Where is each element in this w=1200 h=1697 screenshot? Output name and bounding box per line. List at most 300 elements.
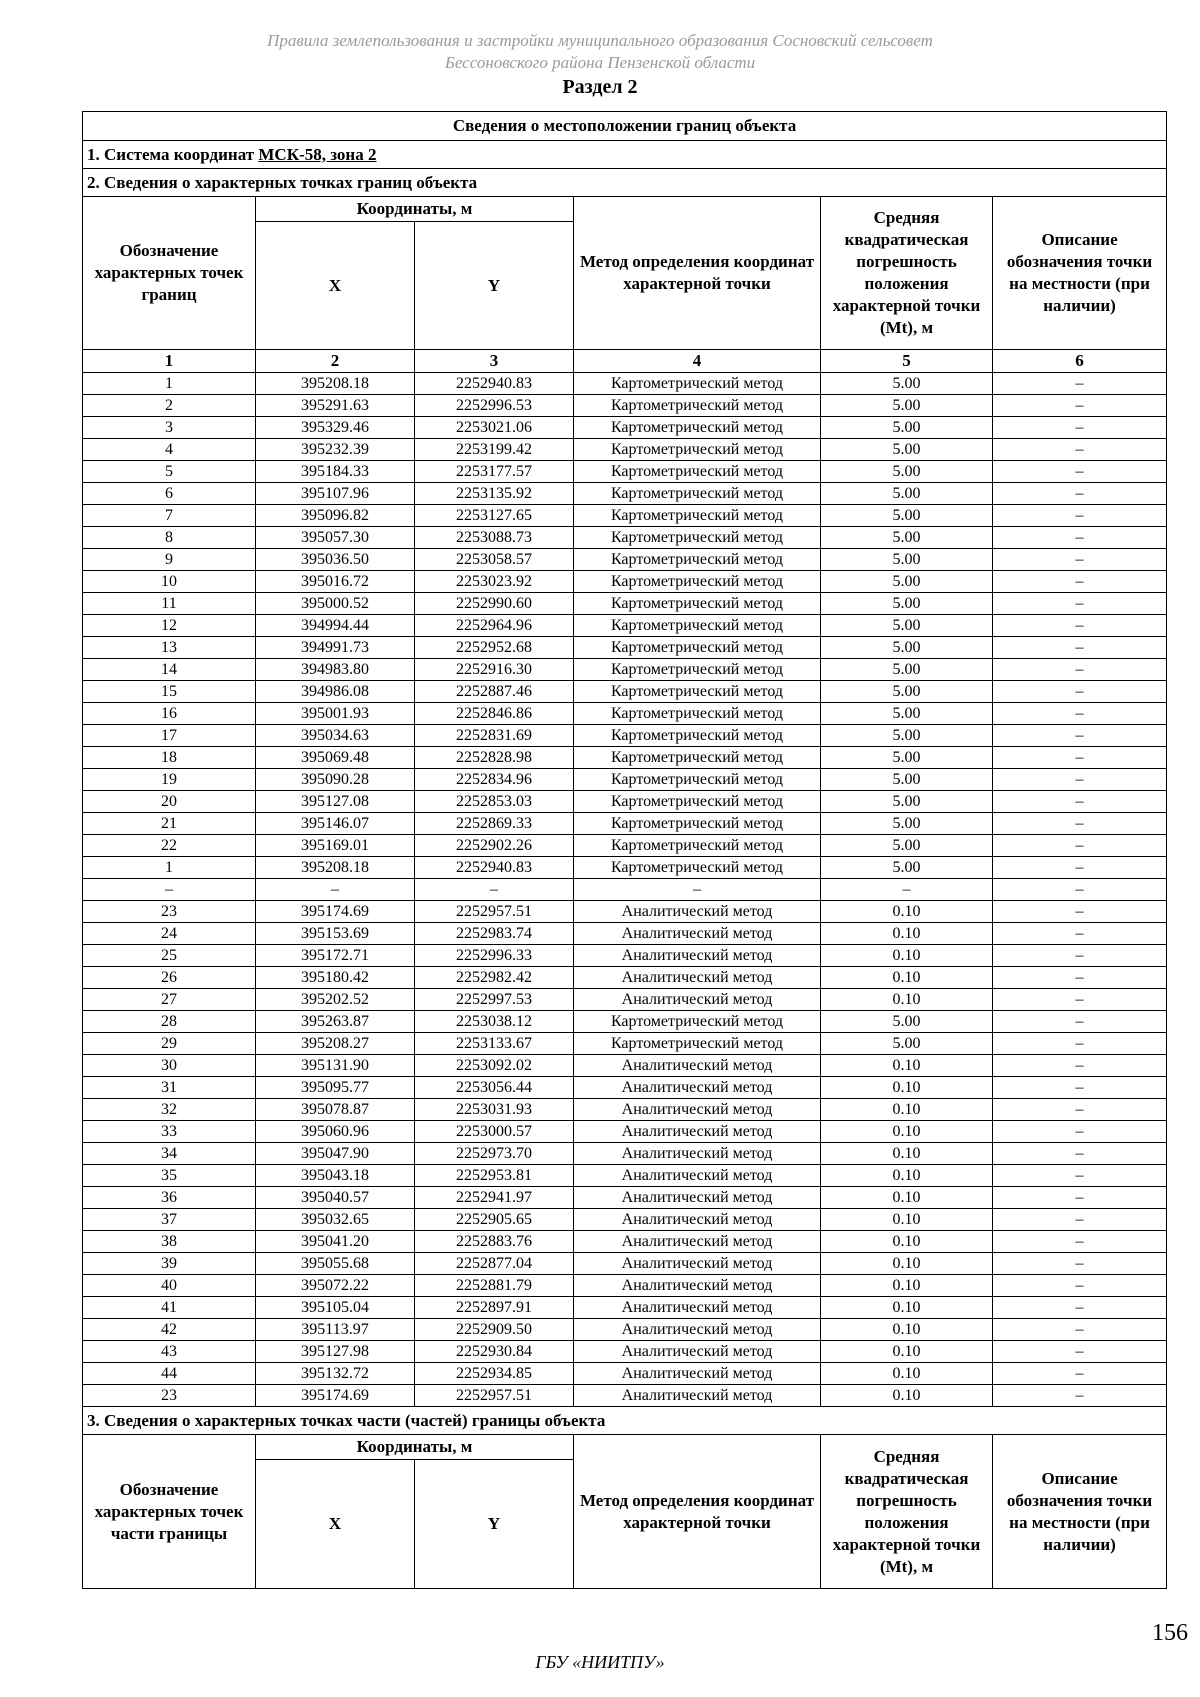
table-row — [83, 1011, 1167, 1033]
table-row — [83, 747, 1167, 769]
point-id: 31 — [83, 1077, 256, 1099]
description: – — [993, 659, 1167, 681]
coord-y: 2252846.86 — [415, 703, 574, 725]
table-row — [83, 1143, 1167, 1165]
table-row — [83, 483, 1167, 505]
table-row — [83, 593, 1167, 615]
description: – — [993, 1275, 1167, 1297]
coord-x: 395208.18 — [256, 373, 415, 395]
error: 5.00 — [821, 505, 993, 527]
coord-x: 395180.42 — [256, 967, 415, 989]
method: Картометрический метод — [574, 549, 821, 571]
col-y: Y — [415, 222, 574, 350]
coord-x: 395055.68 — [256, 1253, 415, 1275]
point-id: 6 — [83, 483, 256, 505]
point-id: 39 — [83, 1253, 256, 1275]
description: – — [993, 703, 1167, 725]
method: Аналитический метод — [574, 1077, 821, 1099]
description: – — [993, 725, 1167, 747]
section-title: Раздел 2 — [562, 76, 638, 98]
coord-x: 395057.30 — [256, 527, 415, 549]
coord-x: – — [256, 879, 415, 901]
point-id: 13 — [83, 637, 256, 659]
coord-x: 395131.90 — [256, 1055, 415, 1077]
coord-y: 2252940.83 — [415, 857, 574, 879]
coord-x: 395016.72 — [256, 571, 415, 593]
coord-y: 2253031.93 — [415, 1099, 574, 1121]
point-id: 11 — [83, 593, 256, 615]
coord-y: 2252930.84 — [415, 1341, 574, 1363]
method: Картометрический метод — [574, 857, 821, 879]
coord-x: 395047.90 — [256, 1143, 415, 1165]
description: – — [993, 791, 1167, 813]
description: – — [993, 439, 1167, 461]
point-id: 8 — [83, 527, 256, 549]
method: Аналитический метод — [574, 1253, 821, 1275]
coord-y: 2252834.96 — [415, 769, 574, 791]
error: 0.10 — [821, 1363, 993, 1385]
table-row — [83, 1231, 1167, 1253]
coord-y: 2252973.70 — [415, 1143, 574, 1165]
table-row — [83, 571, 1167, 593]
coord-x: 395041.20 — [256, 1231, 415, 1253]
coord-y: 2252853.03 — [415, 791, 574, 813]
column-number: 5 — [821, 350, 993, 373]
point-id: 38 — [83, 1231, 256, 1253]
coord-x: 394986.08 — [256, 681, 415, 703]
coord-y: 2253177.57 — [415, 461, 574, 483]
error: 5.00 — [821, 461, 993, 483]
description: – — [993, 1253, 1167, 1275]
table-row — [83, 1319, 1167, 1341]
description: – — [993, 923, 1167, 945]
column-number: 6 — [993, 350, 1167, 373]
point-id: 22 — [83, 835, 256, 857]
method: Картометрический метод — [574, 637, 821, 659]
point-id: 4 — [83, 439, 256, 461]
coord-y: 2252952.68 — [415, 637, 574, 659]
description: – — [993, 1297, 1167, 1319]
description: – — [993, 417, 1167, 439]
table-row — [83, 637, 1167, 659]
table-row — [83, 703, 1167, 725]
coord-x: 395329.46 — [256, 417, 415, 439]
error: 5.00 — [821, 571, 993, 593]
parts-header-row-1 — [83, 1435, 1167, 1460]
coord-y: 2252953.81 — [415, 1165, 574, 1187]
description: – — [993, 637, 1167, 659]
point-id: 12 — [83, 615, 256, 637]
coord-y: 2252916.30 — [415, 659, 574, 681]
coord-system-value: МСК-58, зона 2 — [258, 144, 377, 164]
error: 5.00 — [821, 681, 993, 703]
method: Картометрический метод — [574, 659, 821, 681]
method: Картометрический метод — [574, 615, 821, 637]
coord-y: 2253133.67 — [415, 1033, 574, 1055]
error: 0.10 — [821, 1253, 993, 1275]
method: Аналитический метод — [574, 1209, 821, 1231]
description: – — [993, 1187, 1167, 1209]
coord-system — [83, 141, 1167, 169]
table-row — [83, 659, 1167, 681]
error: 5.00 — [821, 1011, 993, 1033]
description: – — [993, 1363, 1167, 1385]
description: – — [993, 835, 1167, 857]
description: – — [993, 1385, 1167, 1407]
point-id: 34 — [83, 1143, 256, 1165]
table-title: Сведения о местоположении границ объекта — [83, 112, 1167, 141]
parts-col-y: Y — [415, 1460, 574, 1589]
coord-x: 395174.69 — [256, 901, 415, 923]
method: Картометрический метод — [574, 725, 821, 747]
coord-x: 395127.98 — [256, 1341, 415, 1363]
coord-y: 2252934.85 — [415, 1363, 574, 1385]
coord-y: 2253199.42 — [415, 439, 574, 461]
method: Картометрический метод — [574, 571, 821, 593]
error: 0.10 — [821, 1341, 993, 1363]
table-row — [83, 945, 1167, 967]
coord-x: 395032.65 — [256, 1209, 415, 1231]
point-id: 21 — [83, 813, 256, 835]
description: – — [993, 549, 1167, 571]
table-row — [83, 1099, 1167, 1121]
error: 5.00 — [821, 527, 993, 549]
coord-x: 395107.96 — [256, 483, 415, 505]
coord-x: 395263.87 — [256, 1011, 415, 1033]
coord-y: 2252996.33 — [415, 945, 574, 967]
error: 5.00 — [821, 725, 993, 747]
running-header-line2: Бессоновского района Пензенской области — [444, 53, 756, 72]
method: Аналитический метод — [574, 1231, 821, 1253]
table-row — [83, 1055, 1167, 1077]
description: – — [993, 461, 1167, 483]
coord-x: 395169.01 — [256, 835, 415, 857]
table-row — [83, 395, 1167, 417]
coord-y: 2252877.04 — [415, 1253, 574, 1275]
method: Картометрический метод — [574, 417, 821, 439]
point-id: 23 — [83, 901, 256, 923]
method: Картометрический метод — [574, 791, 821, 813]
description: – — [993, 901, 1167, 923]
coord-y: 2253088.73 — [415, 527, 574, 549]
table-row — [83, 923, 1167, 945]
table-row — [83, 1187, 1167, 1209]
parts-col-error: Средняя квадратическая погрешность положения характерной точки (Мt), м — [821, 1435, 993, 1589]
coord-y: 2252902.26 — [415, 835, 574, 857]
method: Аналитический метод — [574, 967, 821, 989]
error: 5.00 — [821, 813, 993, 835]
table-title-row — [83, 112, 1167, 141]
coord-y: 2252905.65 — [415, 1209, 574, 1231]
error: 0.10 — [821, 1121, 993, 1143]
description: – — [993, 571, 1167, 593]
point-id: 41 — [83, 1297, 256, 1319]
description: – — [993, 1055, 1167, 1077]
table-row — [83, 901, 1167, 923]
error: 5.00 — [821, 439, 993, 461]
table-row — [83, 791, 1167, 813]
coord-x: 394994.44 — [256, 615, 415, 637]
point-id: 29 — [83, 1033, 256, 1055]
description: – — [993, 1165, 1167, 1187]
table-row — [83, 681, 1167, 703]
error: – — [821, 879, 993, 901]
method: Аналитический метод — [574, 1319, 821, 1341]
coord-x: 395090.28 — [256, 769, 415, 791]
table-row — [83, 505, 1167, 527]
coord-y: 2252997.53 — [415, 989, 574, 1011]
point-id: 1 — [83, 857, 256, 879]
col-method: Метод определения координат характерной точки — [574, 197, 821, 350]
method: – — [574, 879, 821, 901]
error: 0.10 — [821, 901, 993, 923]
error: 5.00 — [821, 747, 993, 769]
description: – — [993, 1143, 1167, 1165]
point-id: 25 — [83, 945, 256, 967]
coord-y: 2252940.83 — [415, 373, 574, 395]
table-row — [83, 1165, 1167, 1187]
description: – — [993, 615, 1167, 637]
table-row — [83, 879, 1167, 901]
coord-y: 2253056.44 — [415, 1077, 574, 1099]
parts-col-designation: Обозначение характерных точек части границы — [83, 1435, 256, 1589]
method: Аналитический метод — [574, 945, 821, 967]
coord-y: 2252982.42 — [415, 967, 574, 989]
method: Аналитический метод — [574, 1275, 821, 1297]
coord-x: 395043.18 — [256, 1165, 415, 1187]
coord-x: 395113.97 — [256, 1319, 415, 1341]
method: Аналитический метод — [574, 1363, 821, 1385]
coord-x: 395060.96 — [256, 1121, 415, 1143]
description: – — [993, 1033, 1167, 1055]
error: 0.10 — [821, 989, 993, 1011]
error: 0.10 — [821, 1143, 993, 1165]
table-row — [83, 769, 1167, 791]
coord-x: 395000.52 — [256, 593, 415, 615]
description: – — [993, 527, 1167, 549]
coord-y: 2252881.79 — [415, 1275, 574, 1297]
description: – — [993, 395, 1167, 417]
coord-y: 2252828.98 — [415, 747, 574, 769]
coord-x: 395001.93 — [256, 703, 415, 725]
coord-y: 2252964.96 — [415, 615, 574, 637]
point-id: 16 — [83, 703, 256, 725]
parts-heading: 3. Сведения о характерных точках части (частей) границы объекта — [83, 1407, 1167, 1435]
coord-x: 395291.63 — [256, 395, 415, 417]
point-id: 27 — [83, 989, 256, 1011]
boundary-table — [82, 111, 1167, 1589]
coord-x: 395172.71 — [256, 945, 415, 967]
table-row — [83, 527, 1167, 549]
table-row — [83, 1385, 1167, 1407]
description: – — [993, 1099, 1167, 1121]
coord-x: 395034.63 — [256, 725, 415, 747]
method: Картометрический метод — [574, 395, 821, 417]
coord-x: 395208.18 — [256, 857, 415, 879]
col-error-text: Средняя квадратическая погрешность положения характерной точки (Мt), м — [832, 208, 981, 337]
parts-col-description: Описание обозначения точки на местности (при наличии) — [993, 1435, 1167, 1589]
method: Аналитический метод — [574, 1143, 821, 1165]
point-id: 18 — [83, 747, 256, 769]
parts-col-x: X — [256, 1460, 415, 1589]
method: Аналитический метод — [574, 1297, 821, 1319]
coord-y: 2252957.51 — [415, 1385, 574, 1407]
description: – — [993, 989, 1167, 1011]
table-row — [83, 1253, 1167, 1275]
coord-y: 2253038.12 — [415, 1011, 574, 1033]
column-number: 1 — [83, 350, 256, 373]
coord-y: 2253127.65 — [415, 505, 574, 527]
table-row — [83, 1275, 1167, 1297]
col-description: Описание обозначения точки на местности (при наличии) — [993, 197, 1167, 350]
description: – — [993, 769, 1167, 791]
method: Аналитический метод — [574, 989, 821, 1011]
table-row — [83, 857, 1167, 879]
point-id: 40 — [83, 1275, 256, 1297]
table-row — [83, 549, 1167, 571]
coord-y: 2252887.46 — [415, 681, 574, 703]
method: Аналитический метод — [574, 1187, 821, 1209]
point-id: 3 — [83, 417, 256, 439]
point-id: 17 — [83, 725, 256, 747]
coord-y: 2252941.97 — [415, 1187, 574, 1209]
method: Аналитический метод — [574, 1165, 821, 1187]
method: Картометрический метод — [574, 527, 821, 549]
table-row — [83, 439, 1167, 461]
point-id: 10 — [83, 571, 256, 593]
table-row — [83, 1297, 1167, 1319]
point-id: 44 — [83, 1363, 256, 1385]
error: 5.00 — [821, 483, 993, 505]
parts-heading-row — [83, 1407, 1167, 1435]
coord-y: 2253135.92 — [415, 483, 574, 505]
table-row — [83, 835, 1167, 857]
error: 5.00 — [821, 637, 993, 659]
table-row — [83, 615, 1167, 637]
point-id: 36 — [83, 1187, 256, 1209]
point-id: 19 — [83, 769, 256, 791]
error: 5.00 — [821, 615, 993, 637]
method: Картометрический метод — [574, 483, 821, 505]
table-row — [83, 1341, 1167, 1363]
point-id: 23 — [83, 1385, 256, 1407]
error: 5.00 — [821, 857, 993, 879]
coord-y: 2253000.57 — [415, 1121, 574, 1143]
method: Аналитический метод — [574, 901, 821, 923]
description: – — [993, 945, 1167, 967]
coord-y: 2253021.06 — [415, 417, 574, 439]
point-id: – — [83, 879, 256, 901]
parts-col-method: Метод определения координат характерной точки — [574, 1435, 821, 1589]
data-rows — [83, 373, 1167, 1407]
point-id: 26 — [83, 967, 256, 989]
method: Картометрический метод — [574, 373, 821, 395]
col-error — [821, 197, 993, 350]
column-number: 2 — [256, 350, 415, 373]
error: 0.10 — [821, 1187, 993, 1209]
coord-y: 2252831.69 — [415, 725, 574, 747]
coord-x: 395105.04 — [256, 1297, 415, 1319]
coord-x: 395040.57 — [256, 1187, 415, 1209]
error: 0.10 — [821, 967, 993, 989]
error: 5.00 — [821, 703, 993, 725]
method: Картометрический метод — [574, 835, 821, 857]
point-id: 32 — [83, 1099, 256, 1121]
coord-x: 395208.27 — [256, 1033, 415, 1055]
point-id: 7 — [83, 505, 256, 527]
description: – — [993, 373, 1167, 395]
error: 0.10 — [821, 1275, 993, 1297]
description: – — [993, 747, 1167, 769]
coord-system-row — [83, 141, 1167, 169]
error: 0.10 — [821, 1319, 993, 1341]
col-coordinates: Координаты, м — [256, 197, 574, 222]
method: Аналитический метод — [574, 1055, 821, 1077]
description: – — [993, 483, 1167, 505]
error: 0.10 — [821, 1077, 993, 1099]
error: 0.10 — [821, 945, 993, 967]
coord-x: 395069.48 — [256, 747, 415, 769]
method: Картометрический метод — [574, 703, 821, 725]
description: – — [993, 857, 1167, 879]
point-id: 37 — [83, 1209, 256, 1231]
coord-x: 395174.69 — [256, 1385, 415, 1407]
point-id: 2 — [83, 395, 256, 417]
column-header-row-1 — [83, 197, 1167, 222]
coord-y: 2253023.92 — [415, 571, 574, 593]
coord-x: 395096.82 — [256, 505, 415, 527]
column-number: 4 — [574, 350, 821, 373]
method: Картометрический метод — [574, 593, 821, 615]
page-number: 156 — [1152, 1620, 1188, 1646]
coord-x: 395153.69 — [256, 923, 415, 945]
col-x: X — [256, 222, 415, 350]
error: 5.00 — [821, 395, 993, 417]
error: 5.00 — [821, 373, 993, 395]
description: – — [993, 505, 1167, 527]
description: – — [993, 1341, 1167, 1363]
description: – — [993, 967, 1167, 989]
coord-y: 2252990.60 — [415, 593, 574, 615]
table-row — [83, 813, 1167, 835]
method: Картометрический метод — [574, 747, 821, 769]
description: – — [993, 1231, 1167, 1253]
method: Картометрический метод — [574, 461, 821, 483]
error: 0.10 — [821, 1165, 993, 1187]
error: 0.10 — [821, 1385, 993, 1407]
coord-y: – — [415, 879, 574, 901]
table-row — [83, 1077, 1167, 1099]
coord-y: 2253058.57 — [415, 549, 574, 571]
error: 5.00 — [821, 659, 993, 681]
coord-x: 395095.77 — [256, 1077, 415, 1099]
coord-x: 395202.52 — [256, 989, 415, 1011]
table-row — [83, 1121, 1167, 1143]
description: – — [993, 1011, 1167, 1033]
method: Картометрический метод — [574, 1011, 821, 1033]
error: 0.10 — [821, 1231, 993, 1253]
point-id: 28 — [83, 1011, 256, 1033]
error: 5.00 — [821, 1033, 993, 1055]
point-id: 1 — [83, 373, 256, 395]
footer-org: ГБУ «НИИТПУ» — [535, 1652, 665, 1672]
coord-x: 395127.08 — [256, 791, 415, 813]
coord-x: 395146.07 — [256, 813, 415, 835]
coord-y: 2252897.91 — [415, 1297, 574, 1319]
coord-x: 395036.50 — [256, 549, 415, 571]
table-row — [83, 1033, 1167, 1055]
error: 5.00 — [821, 769, 993, 791]
